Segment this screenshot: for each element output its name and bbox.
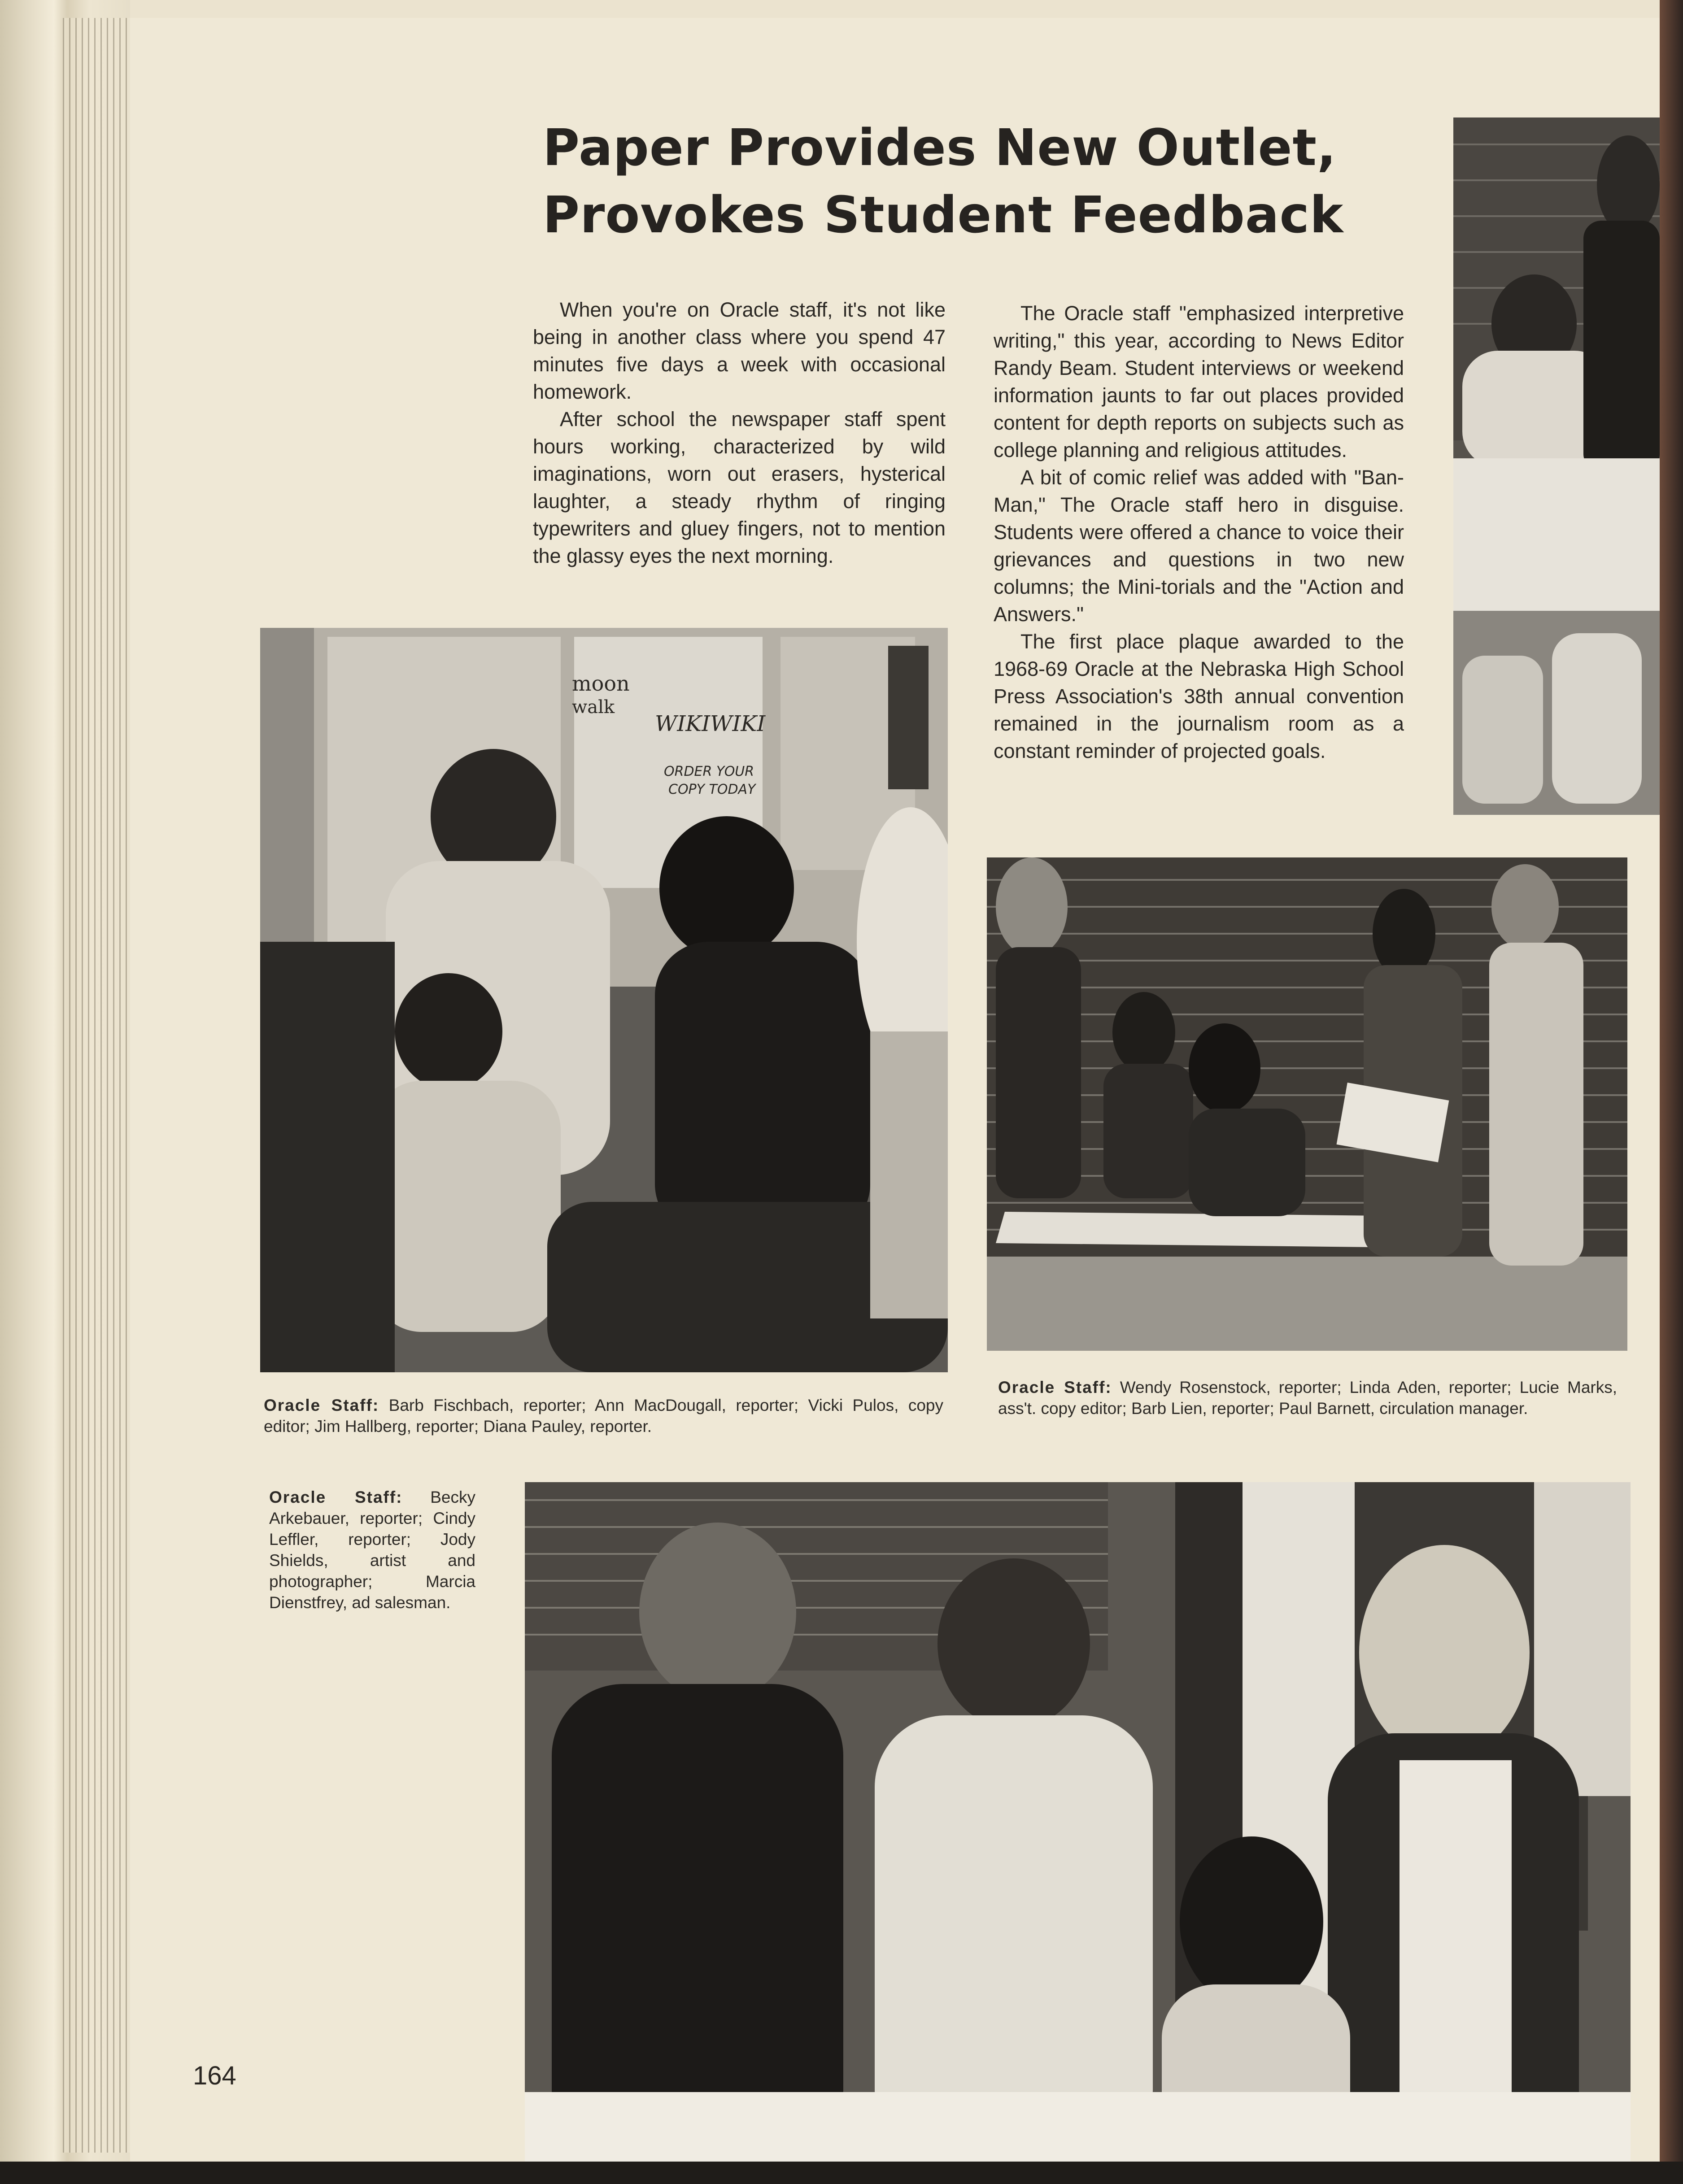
staff-photo-table-edge bbox=[1453, 117, 1660, 815]
right-border bbox=[1660, 0, 1683, 2184]
staff-photo-bulletin-board bbox=[260, 628, 948, 1372]
headline-line-1: Paper Provides New Outlet, bbox=[543, 119, 1337, 177]
photo-caption-1 bbox=[264, 1395, 943, 1437]
sign-order-text: ORDER YOUR bbox=[664, 764, 754, 779]
caption-text: Becky Arkebauer, reporter; Cindy Leffler, reporter; Jody Shields, artist and photographer; Marcia Dienstfrey, ad salesman. bbox=[269, 1488, 475, 1612]
article-paragraph: A bit of comic relief was added with "Ban-Man," The Oracle staff hero in disguise. Students were offered a chance to voice their grievances and questions in two new columns; the Mini-torials and the "Action and Answers." bbox=[994, 466, 1404, 626]
photo-caption-2 bbox=[998, 1377, 1617, 1419]
page-edges bbox=[63, 18, 130, 2153]
article-paragraph: The first place plaque awarded to the 1968-69 Oracle at the Nebraska High School Press Association's 38th annual convention remained in the journalism room as a constant reminder of projected goals. bbox=[994, 630, 1404, 762]
caption-label: Oracle Staff: bbox=[264, 1396, 379, 1414]
article-paragraph: After school the newspaper staff spent hours working, characterized by wild imaginations, worn out erasers, hysterical laughter, a steady rhythm of ringing typewriters and gluey fingers, not to mention the glassy eyes the next morning. bbox=[533, 408, 946, 567]
caption-text: Barb Fischbach, reporter; Ann MacDougall, reporter; Vicki Pulos, copy editor; Jim Hallberg, reporter; Diana Pauley, reporter. bbox=[264, 1396, 944, 1436]
page-headline bbox=[543, 114, 1440, 249]
caption-label: Oracle Staff: bbox=[269, 1488, 403, 1506]
book-spine bbox=[0, 0, 130, 2184]
caption-label: Oracle Staff: bbox=[998, 1378, 1112, 1397]
bottom-border bbox=[0, 2162, 1683, 2184]
sign-walk-text: walk bbox=[572, 697, 615, 718]
staff-photo-classroom bbox=[525, 1482, 1631, 2162]
caption-text: Wendy Rosenstock, reporter; Linda Aden, reporter; Lucie Marks, ass't. copy editor; Barb Lien, reporter; Paul Barnett, circulation manager. bbox=[998, 1378, 1618, 1418]
article-paragraph: The Oracle staff "emphasized interpretive writing," this year, according to News Editor Randy Beam. Student interviews or weekend information jaunts to far out places provided content for depth reports on subjects such as college planning and religious attitudes. bbox=[994, 302, 1404, 461]
sign-wikiwiki-text: WIKIWIKI bbox=[655, 711, 766, 736]
sign-moon-text: moon bbox=[572, 671, 630, 696]
article-column-right bbox=[994, 300, 1404, 765]
article-paragraph: When you're on Oracle staff, it's not like being in another class where you spend 47 minutes five days a week with occasional homework. bbox=[533, 298, 946, 403]
article-column-left bbox=[533, 296, 946, 570]
page-number: 164 bbox=[193, 2061, 236, 2090]
sign-copy-text: COPY TODAY bbox=[668, 782, 756, 797]
staff-photo-brick-wall bbox=[987, 857, 1627, 1351]
headline-line-2: Provokes Student Feedback bbox=[543, 186, 1344, 244]
photo-caption-3 bbox=[269, 1487, 475, 1613]
